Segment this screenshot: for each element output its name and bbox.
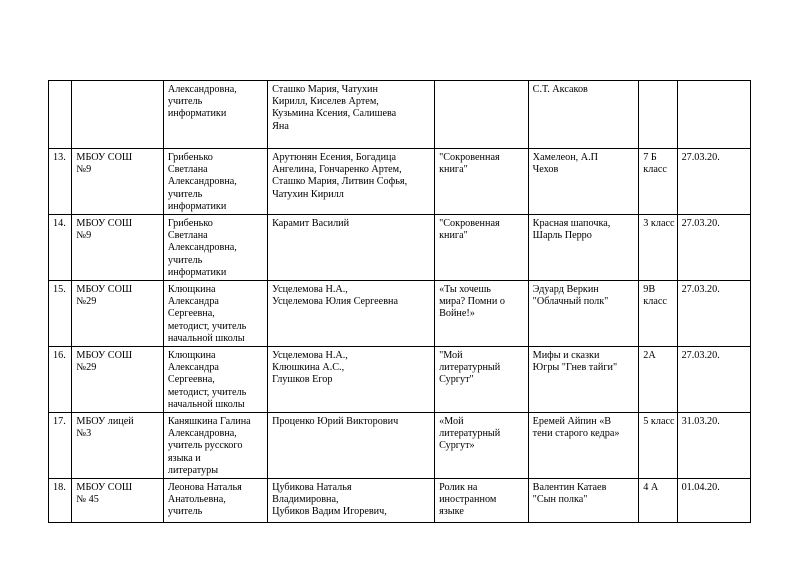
cell-line: Клющкина <box>167 284 216 295</box>
cell-line: МБОУ СОШ <box>76 482 133 493</box>
cell-line: Александра <box>167 362 219 374</box>
cell-line: Усцелемова Н.А., <box>272 350 348 361</box>
cell-line: Сургут" <box>439 374 474 386</box>
table-row <box>49 347 751 413</box>
cell-line: МБОУ СОШ <box>76 152 133 163</box>
teacher-cell <box>163 215 267 281</box>
grade-cell <box>639 347 677 413</box>
cell-line: Сургут» <box>439 440 475 452</box>
cell-line: № 45 <box>76 494 99 506</box>
cell-line: №29 <box>76 362 97 374</box>
cell-line: Хамелеон, А.П <box>532 152 599 163</box>
cell-line: Мифы и сказки <box>532 350 600 361</box>
cell-line: №29 <box>76 296 97 308</box>
cell-line: Александра <box>167 296 219 308</box>
row-number-cell <box>49 81 72 149</box>
cell-line: 4 А <box>643 482 659 493</box>
school-cell <box>72 347 163 413</box>
cell-line: Цубикова Наталья <box>272 482 352 493</box>
cell-line: информатики <box>167 200 227 212</box>
cell-line: Чатухин Кирилл <box>272 188 344 200</box>
students-cell <box>268 479 435 523</box>
event-title-cell <box>435 413 529 479</box>
cell-line: Леонова Наталья <box>167 482 242 493</box>
cell-line: литературы <box>167 464 219 476</box>
book-cell <box>528 347 639 413</box>
cell-line: класс <box>643 296 667 308</box>
table-row <box>49 215 751 281</box>
cell-line: МБОУ СОШ <box>76 284 133 295</box>
cell-line: "Облачный полк" <box>532 296 609 308</box>
cell-line: 5 класс <box>643 416 675 427</box>
cell-line: Шарль Перро <box>532 230 592 242</box>
event-title-cell <box>435 347 529 413</box>
cell-line: 9В <box>643 284 656 295</box>
cell-line: класс <box>643 164 667 176</box>
event-title-cell <box>435 215 529 281</box>
cell-line: Александровна, <box>167 242 237 254</box>
grade-cell <box>639 149 677 215</box>
students-cell <box>268 149 435 215</box>
cell-line: Валентин Катаев <box>532 482 607 493</box>
cell-line: Глушков Егор <box>272 374 333 386</box>
cell-line: Александровна, <box>167 176 237 188</box>
event-title-cell <box>435 149 529 215</box>
cell-line: Сташко Мария, Чатухин <box>272 84 378 95</box>
students-cell <box>268 215 435 281</box>
cell-line: Арутюнян Есения, Богадица <box>272 152 397 163</box>
students-cell <box>268 281 435 347</box>
school-cell <box>72 281 163 347</box>
cell-line: "Сын полка" <box>532 494 588 506</box>
cell-line: Сергеевна, <box>167 308 215 320</box>
cell-line: книга" <box>439 164 468 176</box>
teacher-cell <box>163 149 267 215</box>
row-number-cell: 13. <box>49 149 72 215</box>
cell-line: Кузьмина Ксения, Салишева <box>272 108 397 120</box>
grade-cell <box>639 81 677 149</box>
cell-line: Кирилл, Киселев Артем, <box>272 96 379 108</box>
book-cell <box>528 479 639 523</box>
teacher-cell <box>163 281 267 347</box>
cell-line: "Сокровенная <box>439 218 500 229</box>
cell-line: Грибенько <box>167 218 213 229</box>
event-title-cell <box>435 281 529 347</box>
cell-line: Войне!» <box>439 308 475 320</box>
cell-line: МБОУ СОШ <box>76 350 133 361</box>
cell-line: начальной школы <box>167 398 245 410</box>
row-number-cell: 17. <box>49 413 72 479</box>
cell-line: "Сокровенная <box>439 152 500 163</box>
date-cell: 01.04.20. <box>677 479 750 523</box>
school-cell <box>72 149 163 215</box>
cell-line: учитель русского <box>167 440 243 452</box>
date-cell <box>677 81 750 149</box>
book-cell <box>528 81 639 149</box>
table-body <box>49 81 751 523</box>
grade-cell <box>639 413 677 479</box>
cell-line: Сергеевна, <box>167 374 215 386</box>
cell-line: МБОУ лицей <box>76 416 134 427</box>
cell-line: "Мой <box>439 350 463 361</box>
cell-line: №3 <box>76 428 92 440</box>
date-cell: 27.03.20. <box>677 149 750 215</box>
table-row <box>49 413 751 479</box>
row-number-cell: 15. <box>49 281 72 347</box>
cell-line: Усцелемова Юлия Сергеевна <box>272 296 398 308</box>
row-number-cell: 18. <box>49 479 72 523</box>
teacher-cell <box>163 347 267 413</box>
cell-line: языке <box>439 506 464 518</box>
cell-line: литературный <box>439 428 501 440</box>
cell-line: Анатольевна, <box>167 494 226 506</box>
cell-line: иностранном <box>439 494 497 506</box>
table-row <box>49 479 751 523</box>
cell-line: №9 <box>76 164 92 176</box>
row-number-cell: 16. <box>49 347 72 413</box>
cell-line: Каняшкина Галина <box>167 416 251 427</box>
cell-line: учитель <box>167 96 203 108</box>
cell-line: Усцелемова Н.А., <box>272 284 348 295</box>
date-cell: 31.03.20. <box>677 413 750 479</box>
cell-line: Клюшкина А.С., <box>272 362 345 374</box>
date-cell: 27.03.20. <box>677 215 750 281</box>
event-title-cell <box>435 479 529 523</box>
table-row <box>49 81 751 149</box>
cell-line: Сташко Мария, Литвин Софья, <box>272 176 408 188</box>
events-table <box>48 80 751 523</box>
cell-line: Чехов <box>532 164 559 176</box>
book-cell <box>528 215 639 281</box>
students-cell <box>268 347 435 413</box>
date-cell: 27.03.20. <box>677 281 750 347</box>
cell-line: Красная шапочка, <box>532 218 611 229</box>
cell-line: учитель <box>167 254 203 266</box>
school-cell <box>72 413 163 479</box>
table-row <box>49 149 751 215</box>
teacher-cell <box>163 81 267 149</box>
students-cell <box>268 81 435 149</box>
cell-line: С.Т. Аксаков <box>532 84 588 95</box>
cell-line: Еремей Айпин «В <box>532 416 612 427</box>
cell-line: Александровна, <box>167 428 237 440</box>
cell-line: Карамит Василий <box>272 218 350 229</box>
cell-line: МБОУ СОШ <box>76 218 133 229</box>
row-number-cell: 14. <box>49 215 72 281</box>
school-cell <box>72 215 163 281</box>
cell-line: учитель <box>167 188 203 200</box>
date-cell: 27.03.20. <box>677 347 750 413</box>
book-cell <box>528 413 639 479</box>
cell-line: «Мой <box>439 416 464 427</box>
event-title-cell <box>435 81 529 149</box>
teacher-cell <box>163 479 267 523</box>
grade-cell <box>639 215 677 281</box>
cell-line: Цубиков Вадим Игоревич, <box>272 506 387 518</box>
book-cell <box>528 281 639 347</box>
cell-line: учитель <box>167 506 203 518</box>
school-cell <box>72 479 163 523</box>
cell-line: тени старого кедра» <box>532 428 620 440</box>
cell-line: Ролик на <box>439 482 478 493</box>
cell-line: Клющкина <box>167 350 216 361</box>
cell-line: информатики <box>167 108 227 120</box>
cell-line: Владимировна, <box>272 494 339 506</box>
cell-line: Проценко Юрий Викторович <box>272 416 399 427</box>
cell-line: Яна <box>272 120 289 132</box>
cell-line: Грибенько <box>167 152 213 163</box>
students-cell <box>268 413 435 479</box>
school-cell <box>72 81 163 149</box>
cell-line: «Ты хочешь <box>439 284 491 295</box>
cell-line: 7 Б <box>643 152 657 163</box>
cell-line: методист, учитель <box>167 320 247 332</box>
cell-line: 3 класс <box>643 218 675 229</box>
cell-line: 2А <box>643 350 656 361</box>
cell-line: Александровна, <box>167 84 237 95</box>
teacher-cell <box>163 413 267 479</box>
cell-line: языка и <box>167 452 201 464</box>
cell-line: №9 <box>76 230 92 242</box>
cell-line: Эдуард Веркин <box>532 284 599 295</box>
book-cell <box>528 149 639 215</box>
cell-line: мира? Помни о <box>439 296 505 308</box>
cell-line: методист, учитель <box>167 386 247 398</box>
cell-line: книга" <box>439 230 468 242</box>
cell-line: информатики <box>167 266 227 278</box>
cell-line: Светлана <box>167 164 208 176</box>
cell-line: Ангелина, Гончаренко Артем, <box>272 164 402 176</box>
grade-cell <box>639 281 677 347</box>
cell-line: Светлана <box>167 230 208 242</box>
table-row <box>49 281 751 347</box>
cell-line: начальной школы <box>167 332 245 344</box>
cell-line: Югры "Гнев тайги" <box>532 362 618 374</box>
cell-line: литературный <box>439 362 501 374</box>
grade-cell <box>639 479 677 523</box>
